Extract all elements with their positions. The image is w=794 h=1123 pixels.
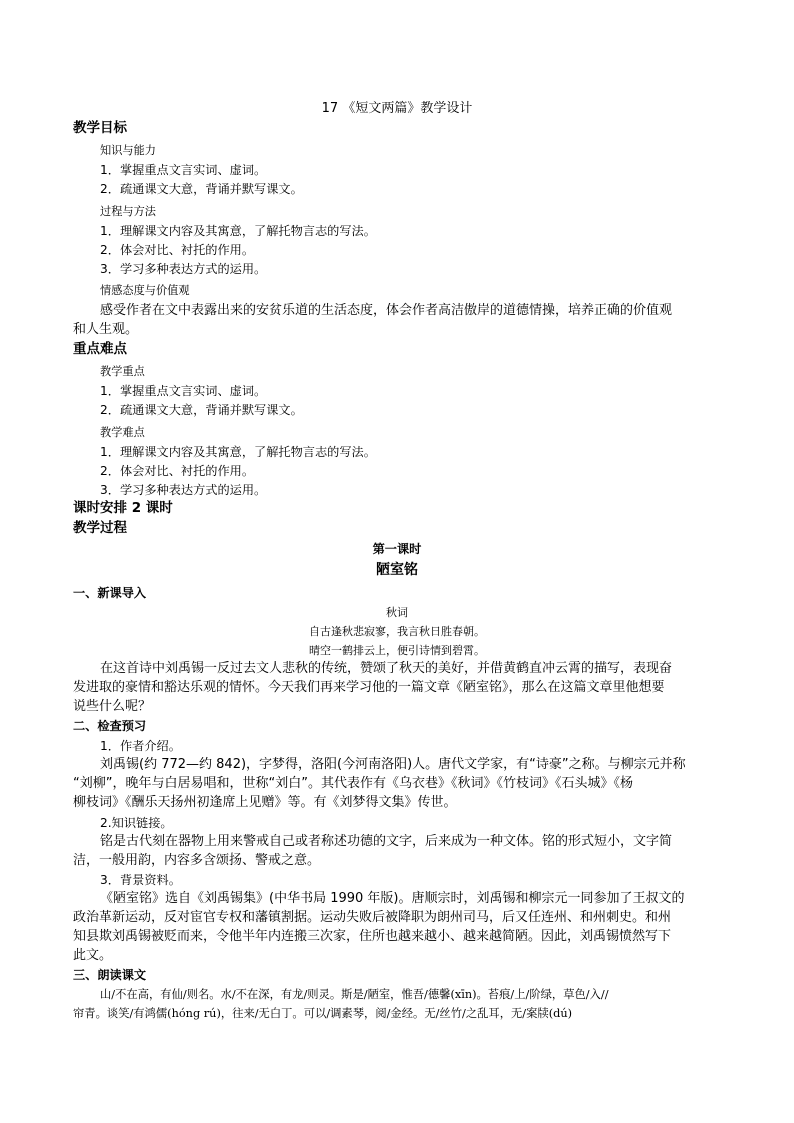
goal-item: 1．掌握重点文言实词、虚词。: [100, 163, 267, 177]
part-heading-intro: 一、新课导入: [73, 586, 147, 600]
text-line: 帘青。谈笑/有鸿儒(hóng rú)，往来/无白丁。可以/调素琴，阅/金经。无/丝竹/之乱耳，无/案牍(dú): [73, 1007, 573, 1020]
key-item: 1．掌握重点文言实词、虚词。: [100, 384, 267, 398]
goal-item: 2．体会对比、衬托的作用。: [100, 243, 255, 257]
section-heading-goals: 教学目标: [73, 120, 127, 136]
paragraph-line: 感受作者在文中表露出来的安贫乐道的生活态度，体会作者高洁傲岸的道德情操，培养正确的价值观: [100, 303, 673, 318]
paragraph-line: 铭是古代刻在器物上用来警戒自己或者称述功德的文字，后来成为一种文体。铭的形式短小，文字简: [100, 834, 673, 849]
text-line: 山/不在高，有仙/则名。水/不在深，有龙/则灵。斯是/陋室，惟吾/德馨(xīn)。苔痕/上/阶绿，草色/入//: [100, 988, 609, 1001]
subheading-key: 教学重点: [100, 365, 145, 378]
subheading-process: 过程与方法: [100, 205, 156, 218]
paragraph-line: 此文。: [73, 948, 113, 963]
preview-item-heading: 3．背景资料。: [100, 873, 181, 887]
part-heading-preview: 二、检查预习: [73, 719, 147, 733]
section-heading-schedule: 课时安排 2 课时: [73, 500, 173, 516]
subheading-difficult: 教学难点: [100, 426, 145, 439]
section-heading-keypoints: 重点难点: [73, 341, 127, 357]
paragraph-line: 政治革新运动，反对宦官专权和藩镇割据。运动失败后被降职为朗州司马，后又任连州、和州刺史。和州: [73, 910, 672, 925]
paragraph-line: 和人生观。: [73, 322, 139, 337]
poem-line: 自古逢秋悲寂寥，我言秋日胜春朝。: [309, 625, 485, 638]
goal-item: 2．疏通课文大意，背诵并默写课文。: [100, 182, 303, 196]
paragraph-line: 知县欺刘禹锡被贬而来，令他半年内连搬三次家，住所也越来越小、越来越简陋。因此，刘禹锡愤然写下: [73, 929, 672, 944]
part-heading-reading: 三、朗读课文: [73, 968, 147, 982]
preview-item-heading: 1．作者介绍。: [100, 739, 181, 753]
paragraph-line: 刘禹锡(约 772—约 842)，字梦得，洛阳(今河南洛阳)人。唐代文学家，有“诗豪”之称。与柳宗元并称: [100, 757, 686, 772]
subheading-knowledge: 知识与能力: [100, 144, 156, 157]
page-title: 17 《短文两篇》教学设计: [321, 101, 473, 116]
paragraph-line: 《陋室铭》选自《刘禹锡集》(中华书局 1990 年版)。唐顺宗时，刘禹锡和柳宗元一同参加了王叔文的: [100, 891, 685, 906]
difficult-item: 3．学习多种表达方式的运用。: [100, 483, 267, 497]
paragraph-line: 发进取的豪情和豁达乐观的情怀。今天我们再来学习他的一篇文章《陋室铭》，那么在这篇文章里他想要: [73, 680, 665, 695]
paragraph-line: 柳枝词》《酬乐天扬州初逢席上见赠》等。有《刘梦得文集》传世。: [73, 795, 457, 810]
paragraph-line: “刘柳”，晚年与白居易唱和，世称“刘白”。其代表作有《乌衣巷》《秋词》《竹枝词》《石头城》《杨: [73, 776, 633, 791]
difficult-item: 1．理解课文内容及其寓意，了解托物言志的写法。: [100, 445, 376, 459]
goal-item: 1．理解课文内容及其寓意，了解托物言志的写法。: [100, 224, 376, 238]
lesson-title: 陋室铭: [376, 562, 418, 578]
subheading-attitude: 情感态度与价值观: [100, 284, 190, 297]
lesson-label: 第一课时: [372, 542, 422, 556]
paragraph-line: 说些什么呢？: [73, 699, 152, 714]
paragraph-line: 在这首诗中刘禹锡一反过去文人悲秋的传统，赞颂了秋天的美好，并借黄鹤直冲云霄的描写，表现奋: [100, 661, 673, 676]
paragraph-line: 洁，一般用韵，内容多含颂扬、警戒之意。: [73, 853, 321, 868]
preview-item-heading: 2.知识链接。: [100, 816, 173, 830]
section-heading-process: 教学过程: [73, 520, 127, 536]
poem-line: 晴空一鹤排云上，便引诗情到碧霄。: [309, 644, 485, 657]
difficult-item: 2．体会对比、衬托的作用。: [100, 464, 255, 478]
goal-item: 3．学习多种表达方式的运用。: [100, 262, 267, 276]
key-item: 2．疏通课文大意，背诵并默写课文。: [100, 403, 303, 417]
poem-title: 秋词: [386, 606, 408, 619]
